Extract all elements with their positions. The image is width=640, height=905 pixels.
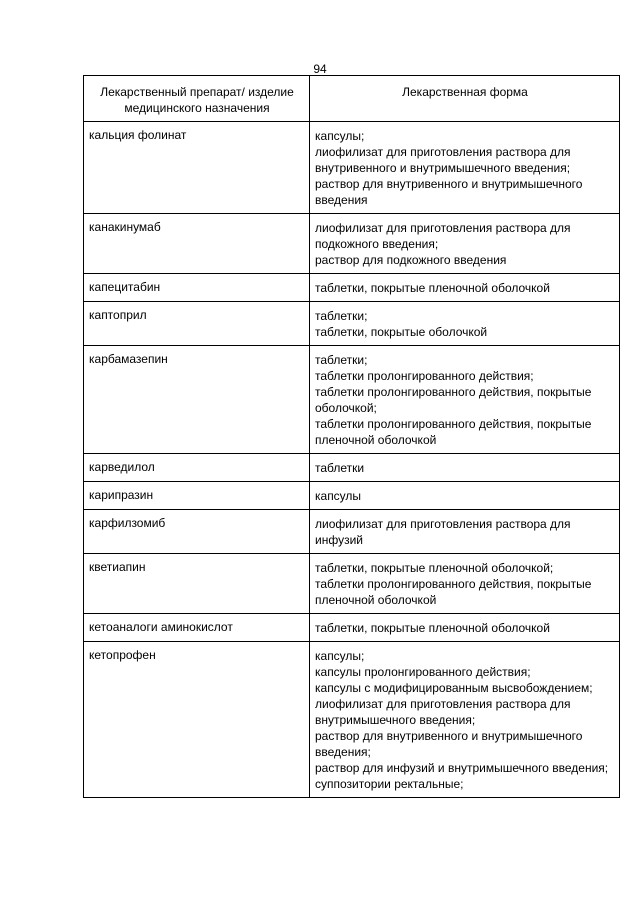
dosage-form-item: таблетки, покрытые оболочкой — [315, 325, 488, 339]
table-row — [84, 302, 620, 346]
dosage-form-item: таблетки; — [315, 309, 368, 323]
dosage-form-cell — [310, 510, 620, 554]
table-row — [84, 454, 620, 482]
drug-table — [83, 75, 620, 798]
dosage-form-item: таблетки; — [315, 353, 368, 367]
dosage-form-item: раствор для подкожного введения — [315, 253, 507, 267]
table-row — [84, 122, 620, 214]
drug-name-cell: канакинумаб — [84, 214, 310, 274]
dosage-form-item: капсулы пролонгированного действия; — [315, 665, 531, 679]
table-row — [84, 554, 620, 614]
drug-name-cell: карбамазепин — [84, 346, 310, 454]
drug-name-cell: карфилзомиб — [84, 510, 310, 554]
table-row — [84, 214, 620, 274]
drug-name-cell: карведилол — [84, 454, 310, 482]
dosage-form-item: таблетки — [315, 461, 365, 475]
dosage-form-item: таблетки, покрытые пленочной оболочкой — [315, 281, 550, 295]
dosage-form-cell — [310, 274, 620, 302]
dosage-form-cell — [310, 554, 620, 614]
dosage-form-item: таблетки пролонгированного действия, покрытые оболочкой; — [315, 385, 592, 415]
column-header-drug: Лекарственный препарат/ изделие медицинского назначения — [84, 76, 310, 122]
dosage-form-item: капсулы; — [315, 649, 365, 663]
table-row — [84, 346, 620, 454]
drug-name-cell: кетопрофен — [84, 642, 310, 798]
dosage-form-item: лиофилизат для приготовления раствора для внутримышечного введения; — [315, 697, 571, 727]
dosage-form-cell — [310, 482, 620, 510]
dosage-form-cell — [310, 346, 620, 454]
dosage-form-cell — [310, 122, 620, 214]
dosage-form-item: таблетки пролонгированного действия, покрытые пленочной оболочкой — [315, 577, 592, 607]
table-row — [84, 642, 620, 798]
table-row — [84, 274, 620, 302]
dosage-form-item: таблетки, покрытые пленочной оболочкой — [315, 621, 550, 635]
drug-name-cell: карипразин — [84, 482, 310, 510]
dosage-form-cell — [310, 454, 620, 482]
dosage-form-item: капсулы; — [315, 129, 365, 143]
dosage-form-cell — [310, 614, 620, 642]
dosage-form-item: суппозитории ректальные; — [315, 777, 464, 791]
table-body — [84, 122, 620, 798]
table-row — [84, 510, 620, 554]
drug-name-cell: кальция фолинат — [84, 122, 310, 214]
dosage-form-item: лиофилизат для приготовления раствора для внутривенного и внутримышечного введения; — [315, 145, 571, 175]
dosage-form-item: раствор для внутривенного и внутримышечного введения — [315, 177, 583, 207]
dosage-form-item: лиофилизат для приготовления раствора для подкожного введения; — [315, 221, 571, 251]
table-row — [84, 614, 620, 642]
dosage-form-item: таблетки пролонгированного действия, покрытые пленочной оболочкой — [315, 417, 592, 447]
table-row — [84, 482, 620, 510]
dosage-form-cell — [310, 302, 620, 346]
dosage-form-cell — [310, 214, 620, 274]
drug-name-cell: кетоаналоги аминокислот — [84, 614, 310, 642]
page-number: 94 — [313, 62, 327, 76]
dosage-form-item: капсулы — [315, 489, 362, 503]
dosage-form-item: таблетки пролонгированного действия; — [315, 369, 534, 383]
drug-name-cell: каптоприл — [84, 302, 310, 346]
table-header-row — [84, 76, 620, 122]
drug-name-cell: капецитабин — [84, 274, 310, 302]
dosage-form-item: раствор для внутривенного и внутримышечного введения; — [315, 729, 583, 759]
dosage-form-cell — [310, 642, 620, 798]
dosage-form-item: раствор для инфузий и внутримышечного введения; — [315, 761, 609, 775]
dosage-form-item: лиофилизат для приготовления раствора для инфузий — [315, 517, 571, 547]
drug-name-cell: кветиапин — [84, 554, 310, 614]
column-header-form: Лекарственная форма — [310, 76, 620, 122]
dosage-form-item: капсулы с модифицированным высвобождением; — [315, 681, 593, 695]
dosage-form-item: таблетки, покрытые пленочной оболочкой; — [315, 561, 554, 575]
